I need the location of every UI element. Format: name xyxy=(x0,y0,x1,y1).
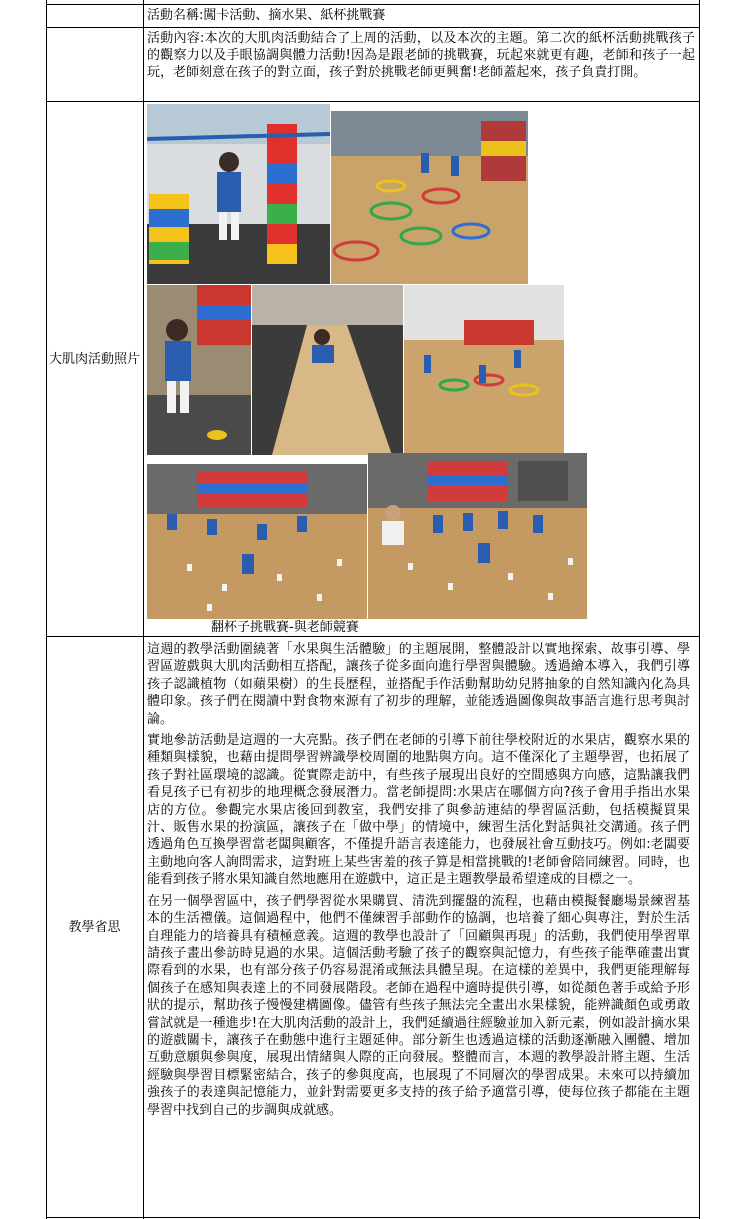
reflection-paragraph-1: 這週的教學活動圍繞著「水果與生活體驗」的主題展開，整體設計以實地探索、故事引導、學習區遊戲與大肌肉活動相互搭配，讓孩子從多面向進行學習與體驗。透過繪本導入，我們引導孩子認識植物（如蘋果樹）的生長歷程，並搭配手作活動幫助幼兒將抽象的自然知識內化為具體印象。孩子們在閱讀中對食物來源有了初步的理解，並能透過圖像與故事語言進行思考與討論。 xyxy=(147,642,690,727)
row-divider-top xyxy=(46,4,700,5)
photos-row-label: 大肌肉活動照片 xyxy=(48,352,140,367)
photo-gym-wide xyxy=(404,285,564,455)
photo-balance-plank xyxy=(252,285,403,455)
photo-cups-2 xyxy=(368,453,587,619)
table-border-mid xyxy=(143,0,144,1219)
activity-name: 活動名稱:闖卡活動、摘水果、紙杯挑戰賽 xyxy=(147,8,386,23)
activity-content: 活動內容:本次的大肌肉活動結合了上周的活動，以及本次的主題。第二次的紙杯活動挑戰孩子的觀察力以及手眼協調與體力活動!因為是跟老師的挑戰賽，玩起來就更有趣，老師和孩子一起玩，老師刻意在孩子的對立面，孩子對於挑戰老師更興奮!老師蓋起來，孩子負責打開。 xyxy=(147,31,695,80)
photo-hoop-course xyxy=(331,111,528,284)
table-border-left xyxy=(46,0,47,1219)
photo-caption: 翻杯子挑戰賽-與老師競賽 xyxy=(211,620,359,635)
reflection-paragraph-3: 在另一個學習區中，孩子們學習從水果購買、清洗到擺盤的流程，也藉由模擬餐廳場景練習基本的生活禮儀。這個過程中，他們不僅練習手部動作的協調，也培養了細心與專注，對於生活自理能力的培養具有積極意義。這週的教學也設計了「回顧與再現」的活動，我們使用學習單請孩子畫出參訪時見過的水果。這個活動考驗了孩子的觀察與記憶力，有些孩子能準確畫出實際看到的水果，也有部分孩子仍容易混淆或無法具體呈現。在這樣的差異中，我們更能理解每個孩子在感知與表達上的不同發展階段。老師在過程中適時提供引導，如從顏色著手或給予形狀的提示，幫助孩子慢慢建構圖像。儘管有些孩子無法完全畫出水果樣貌，能辨識顏色或勇敢嘗試就是一種進步!在大肌肉活動的設計上，我們延續過往經驗並加入新元素，例如設計摘水果的遊戲關卡，讓孩子在動態中進行主題延伸。部分新生也透過這樣的活動逐漸融入團體、增加互動意願與參與度，展現出情緒與人際的正向發展。整體而言，本週的教學設計將主題、生活經驗與學習目標緊密結合，孩子的參與度高，也展現了不同層次的學習成果。未來可以持續加強孩子的表達與記憶能力，並針對需要更多支持的孩子給予適當引導，使每位孩子都能在主題學習中找到自己的步調與成就感。 xyxy=(147,893,690,1118)
photo-climbing-tower xyxy=(147,104,330,284)
photo-boy-stepping xyxy=(147,285,251,455)
table-border-right xyxy=(699,0,700,1219)
row-divider-2 xyxy=(46,101,700,102)
row-divider-3 xyxy=(46,636,700,637)
row-divider-bottom xyxy=(46,1217,700,1218)
reflection-row-label: 教學省思 xyxy=(68,920,121,935)
photo-cups-1 xyxy=(147,464,367,619)
reflection-paragraph-2: 實地參訪活動是這週的一大亮點。孩子們在老師的引導下前往學校附近的水果店，觀察水果的種類與樣貌，也藉由提問學習辨識學校周圍的地點與方向。這不僅深化了主題學習，也拓展了孩子對社區環境的認識。從實際走訪中，有些孩子展現出良好的空間感與方向感，這點讓我們看見孩子已有初步的地理概念發展潛力。當老師提問:水果店在哪個方向?孩子會用手指出水果店的方位。參觀完水果店後回到教室，我們安排了與參訪連結的學習區活動，包括模擬買果汁、販售水果的扮演區，讓孩子在「做中學」的情境中，練習生活化對話與社交溝通。孩子們透過角色互換學習當老闆與顧客，不僅提升語言表達能力，也發展社會互動技巧。例如:老闆要主動地向客人詢問需求，這對班上某些害羞的孩子算是相當挑戰的!老師會陪同練習。同時，也能看到孩子將水果知識自然地應用在遊戲中，這正是主題教學最希望達成的目標之一。 xyxy=(147,733,690,888)
reflection-body xyxy=(147,641,690,1119)
row-divider-1 xyxy=(46,27,700,28)
